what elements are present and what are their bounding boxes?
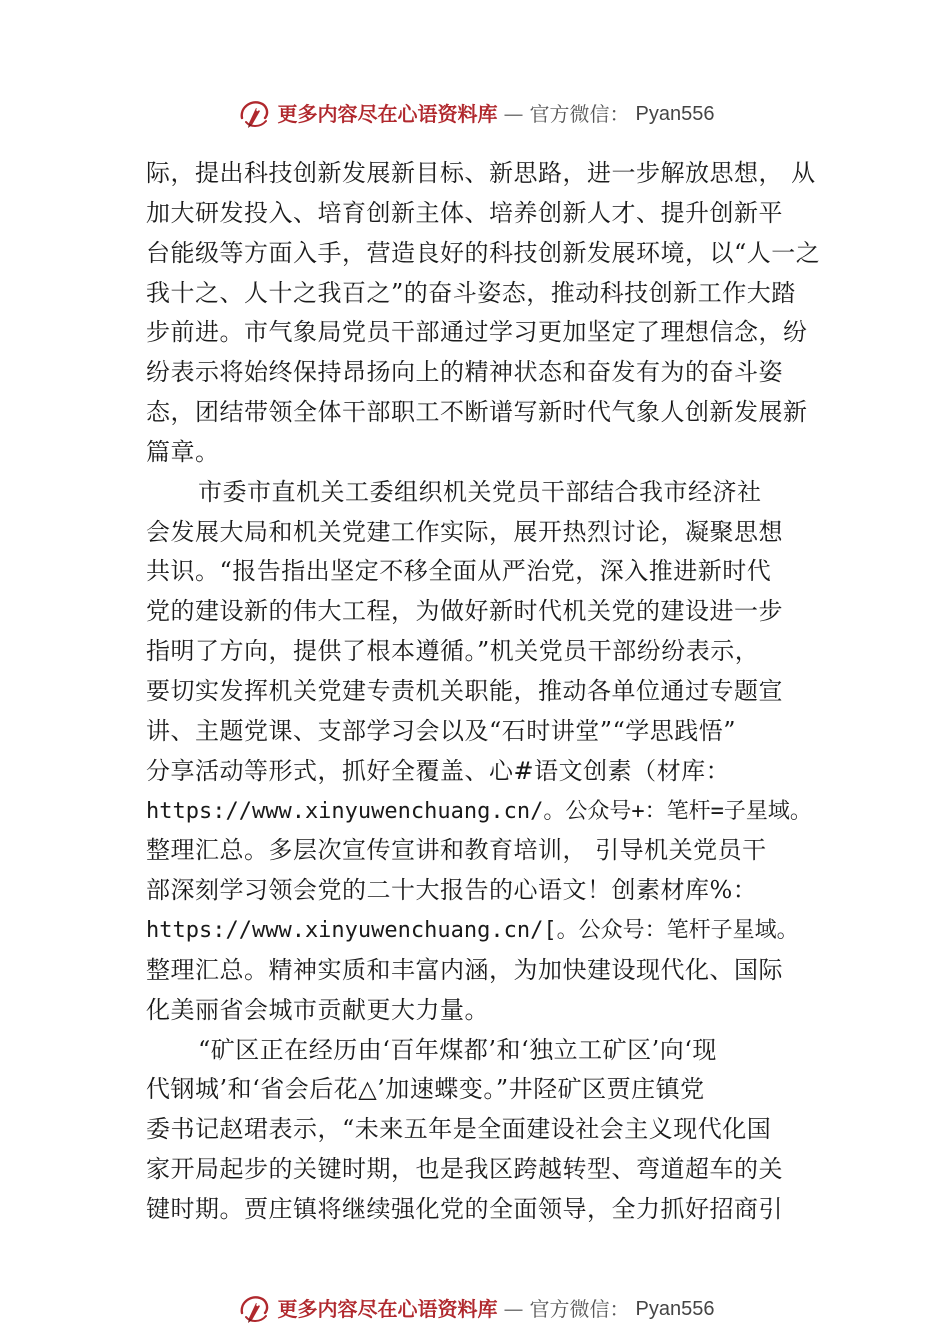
body-line: 党的建设新的伟大工程，为做好新时代机关党的建设进一步 — [146, 597, 783, 626]
body-line: 整理汇总。精神实质和丰富内涵，为加快建设现代化、国际 — [146, 955, 783, 984]
header-banner — [0, 94, 950, 134]
paragraph-start-line: “矿区正在经历由‘百年煤都’和‘独立工矿区’向‘现 — [198, 1035, 717, 1064]
body-line: 要切实发挥机关党建专责机关职能，推动各单位通过专题宣 — [146, 676, 783, 705]
body-line: 篇章。 — [146, 437, 220, 466]
body-line: 家开局起步的关键时期，也是我区跨越转型、弯道超车的关 — [146, 1155, 783, 1184]
body-line: 加大研发投入、培育创新主体、培养创新人才、提升创新平 — [146, 198, 783, 227]
paragraph-start-line: 市委市直机关工委组织机关党员干部结合我市经济社 — [198, 477, 762, 506]
body-line: 化美丽省会城市贡献更大力量。 — [146, 995, 489, 1024]
body-line: 部深刻学习领会党的二十大报告的心语文！创素材库%： — [146, 876, 758, 905]
body-line: 会发展大局和机关党建工作实际，展开热烈讨论，凝聚思想 — [146, 517, 783, 546]
banner-library-text: 更多内容尽在心语资料库 — [277, 1297, 498, 1321]
footer-banner — [0, 1289, 950, 1329]
body-line: 共识。“报告指出坚定不移全面从严治党，深入推进新时代 — [146, 557, 772, 586]
body-line: 代钢城’和‘省会后花△’加速蝶变。”井陉矿区贾庄镇党 — [146, 1075, 705, 1104]
banner-wechat-id: Pyan556 — [635, 1298, 715, 1320]
banner-wechat-label: 官方微信： — [529, 1297, 630, 1321]
body-line: 台能级等方面入手，营造良好的科技创新发展环境，以“人一之 — [146, 238, 821, 267]
banner-wechat-id: Pyan556 — [635, 103, 715, 125]
body-line: 指明了方向，提供了根本遵循。”机关党员干部纷纷表示， — [146, 637, 760, 666]
banner-library-text: 更多内容尽在心语资料库 — [277, 102, 498, 126]
body-line: 际，提出科技创新发展新目标、新思路，进一步解放思想， 从 — [146, 159, 816, 187]
banner-dash: — — [503, 1297, 524, 1321]
body-line: 态，团结带领全体干部职工不断谱写新时代气象人创新发展新 — [146, 398, 808, 427]
document-body — [146, 154, 836, 1230]
body-line: 键时期。贾庄镇将继续强化党的全面领导，全力抓好招商引 — [146, 1194, 783, 1223]
body-line: 委书记赵珺表示，“未来五年是全面建设社会主义现代化国 — [146, 1115, 772, 1144]
body-line: 我十之、人十之我百之”的奋斗姿态，推动科技创新工作大踏 — [146, 278, 796, 307]
body-line: 纷表示将始终保持昂扬向上的精神状态和奋发有为的奋斗姿 — [146, 358, 783, 387]
body-line: 步前进。市气象局党员干部通过学习更加坚定了理想信念，纷 — [146, 318, 808, 347]
body-line: 分享活动等形式，抓好全覆盖、心#语文创素（材库： — [146, 756, 731, 785]
body-line: 讲、主题党课、支部学习会以及“石时讲堂”“学思践悟” — [146, 716, 737, 745]
url-line: https://www.xinyuwenchuang.cn/[。公众号：笔杆子星域。 — [146, 918, 799, 944]
pen-nib-swirl-logo-icon — [236, 1291, 272, 1327]
banner-wechat-label: 官方微信： — [529, 102, 630, 126]
body-line: 整理汇总。多层次宣传宣讲和教育培训， 引导机关党员干 — [146, 836, 767, 865]
banner-dash: — — [503, 102, 524, 126]
url-line: https://www.xinyuwenchuang.cn/。公众号+：笔杆=子星域。 — [146, 798, 812, 824]
pen-nib-swirl-logo-icon — [236, 96, 272, 132]
